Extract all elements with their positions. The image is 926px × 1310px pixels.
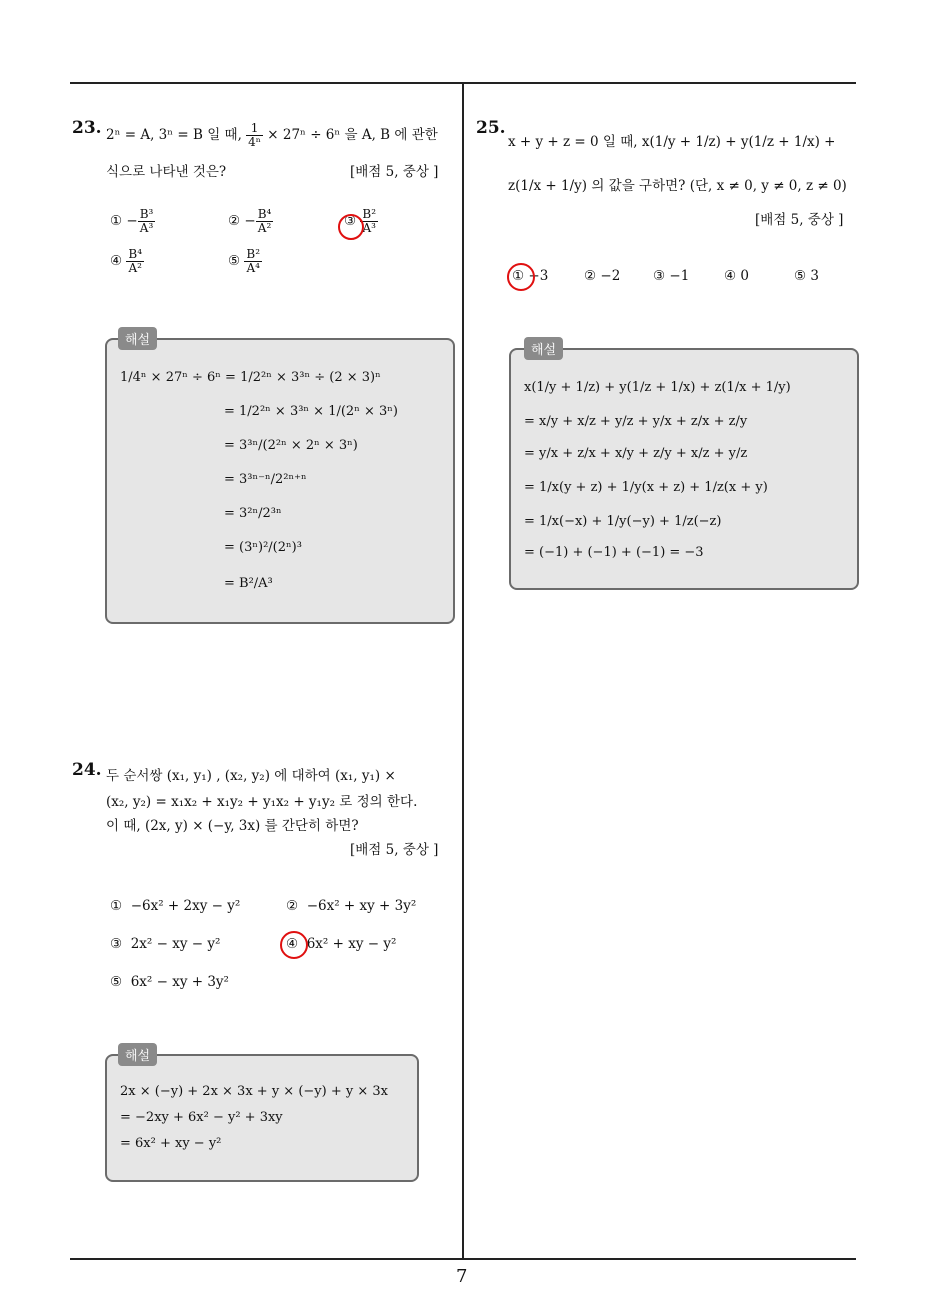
question-25-choice-1[interactable]: ① −3 [512,268,549,284]
solution-line: = 1/x(y + z) + 1/y(x + z) + 1/z(x + y) [524,480,768,495]
solution-line: = B²/A³ [224,576,273,591]
solution-line: 2x × (−y) + 2x × 3x + y × (−y) + y × 3x [120,1084,388,1099]
solution-line: = (3ⁿ)²/(2ⁿ)³ [224,540,302,555]
solution-line: 1/4ⁿ × 27ⁿ ÷ 6ⁿ = 1/2²ⁿ × 3³ⁿ ÷ (2 × 3)ⁿ [120,370,381,385]
question-25-choice-2[interactable]: ② −2 [584,268,621,284]
question-25-stem-line2: z(1/x + 1/y) 의 값을 구하면? (단, x ≠ 0, y ≠ 0, z ≠ 0) [508,178,847,194]
question-24-stem-line2: (x₂, y₂) = x₁x₂ + x₁y₂ + y₁x₂ + y₁y₂ 로 정의 한다. [106,794,418,810]
solution-line: = −2xy + 6x² − y² + 3xy [120,1110,283,1125]
question-23-choice-4[interactable]: ④ $\frac{\text{B⁴}}{\text{A²}}$ [110,247,143,275]
question-25-score: [배점 5, 중상 ] [755,212,844,228]
page-number: 7 [456,1266,468,1287]
question-23-stem-line1: 2ⁿ = A, 3ⁿ = B 일 때, $\frac{1}{\text{4ⁿ}}$ × 27ⁿ ÷ 6ⁿ 을 A, B 에 관한 [106,121,438,149]
question-25-choice-3[interactable]: ③ −1 [653,268,690,284]
solution-line: = 1/2²ⁿ × 3³ⁿ × 1/(2ⁿ × 3ⁿ) [224,404,398,419]
answer-mark-circle [507,263,535,291]
question-23-stem-line2: 식으로 나타낸 것은? [106,164,227,180]
question-24-number: 24. [72,760,102,780]
solution-line: = 3³ⁿ/(2²ⁿ × 2ⁿ × 3ⁿ) [224,438,358,453]
solution-line: = (−1) + (−1) + (−1) = −3 [524,545,704,560]
question-24-stem-line1: 두 순서쌍 (x₁, y₁) , (x₂, y₂) 에 대하여 (x₁, y₁) × [106,768,396,784]
column-divider [462,82,464,1260]
question-25-stem-line1: x + y + z = 0 일 때, x(1/y + 1/z) + y(1/z + 1/x) + [508,134,836,150]
question-23-choice-3[interactable]: ③ $\frac{\text{B²}}{\text{A³}}$ [344,207,377,235]
question-23-choice-5[interactable]: ⑤ $\frac{\text{B²}}{\text{A⁴}}$ [228,247,261,275]
question-24-solution-tag: 해설 [118,1043,157,1066]
question-25-number: 25. [476,118,506,138]
solution-line: = x/y + x/z + y/z + y/x + z/x + z/y [524,414,748,429]
answer-mark-circle [338,214,364,240]
question-23-number: 23. [72,118,102,138]
question-25-choice-5[interactable]: ⑤ 3 [794,268,819,284]
solution-line: = 1/x(−x) + 1/y(−y) + 1/z(−z) [524,514,722,529]
question-24-choice-5[interactable]: ⑤ 6x² − xy + 3y² [110,974,229,990]
question-24-choice-1[interactable]: ① −6x² + 2xy − y² [110,898,241,914]
question-23-choice-2[interactable]: ② − $\frac{\text{B⁴}}{\text{A²}}$ [228,207,272,235]
solution-line: = 6x² + xy − y² [120,1136,222,1151]
question-23-fraction: $\frac{1}{\text{4ⁿ}}$ [248,121,261,149]
question-24-choice-2[interactable]: ② −6x² + xy + 3y² [286,898,417,914]
answer-mark-circle [280,931,308,959]
solution-line: = 3³ⁿ⁻ⁿ/2²ⁿ⁺ⁿ [224,472,307,487]
question-23-solution-tag: 해설 [118,327,157,350]
question-24-choice-4[interactable]: ④ 6x² + xy − y² [286,936,397,952]
question-24-stem-line3: 이 때, (2x, y) × (−y, 3x) 를 간단히 하면? [106,818,359,834]
solution-line: = y/x + z/x + x/y + z/y + x/z + y/z [524,446,748,461]
question-24-choice-3[interactable]: ③ 2x² − xy − y² [110,936,221,952]
question-25-choice-4[interactable]: ④ 0 [724,268,749,284]
question-25-solution-tag: 해설 [524,337,563,360]
solution-line: x(1/y + 1/z) + y(1/z + 1/x) + z(1/x + 1/y) [524,380,791,395]
solution-line: = 3²ⁿ/2³ⁿ [224,506,282,521]
question-24-score: [배점 5, 중상 ] [350,842,439,858]
bottom-rule [70,1258,856,1260]
question-23-score: [배점 5, 중상 ] [350,164,439,180]
question-23-choice-1[interactable]: ① − $\frac{\text{B³}}{\text{A³}}$ [110,207,154,235]
